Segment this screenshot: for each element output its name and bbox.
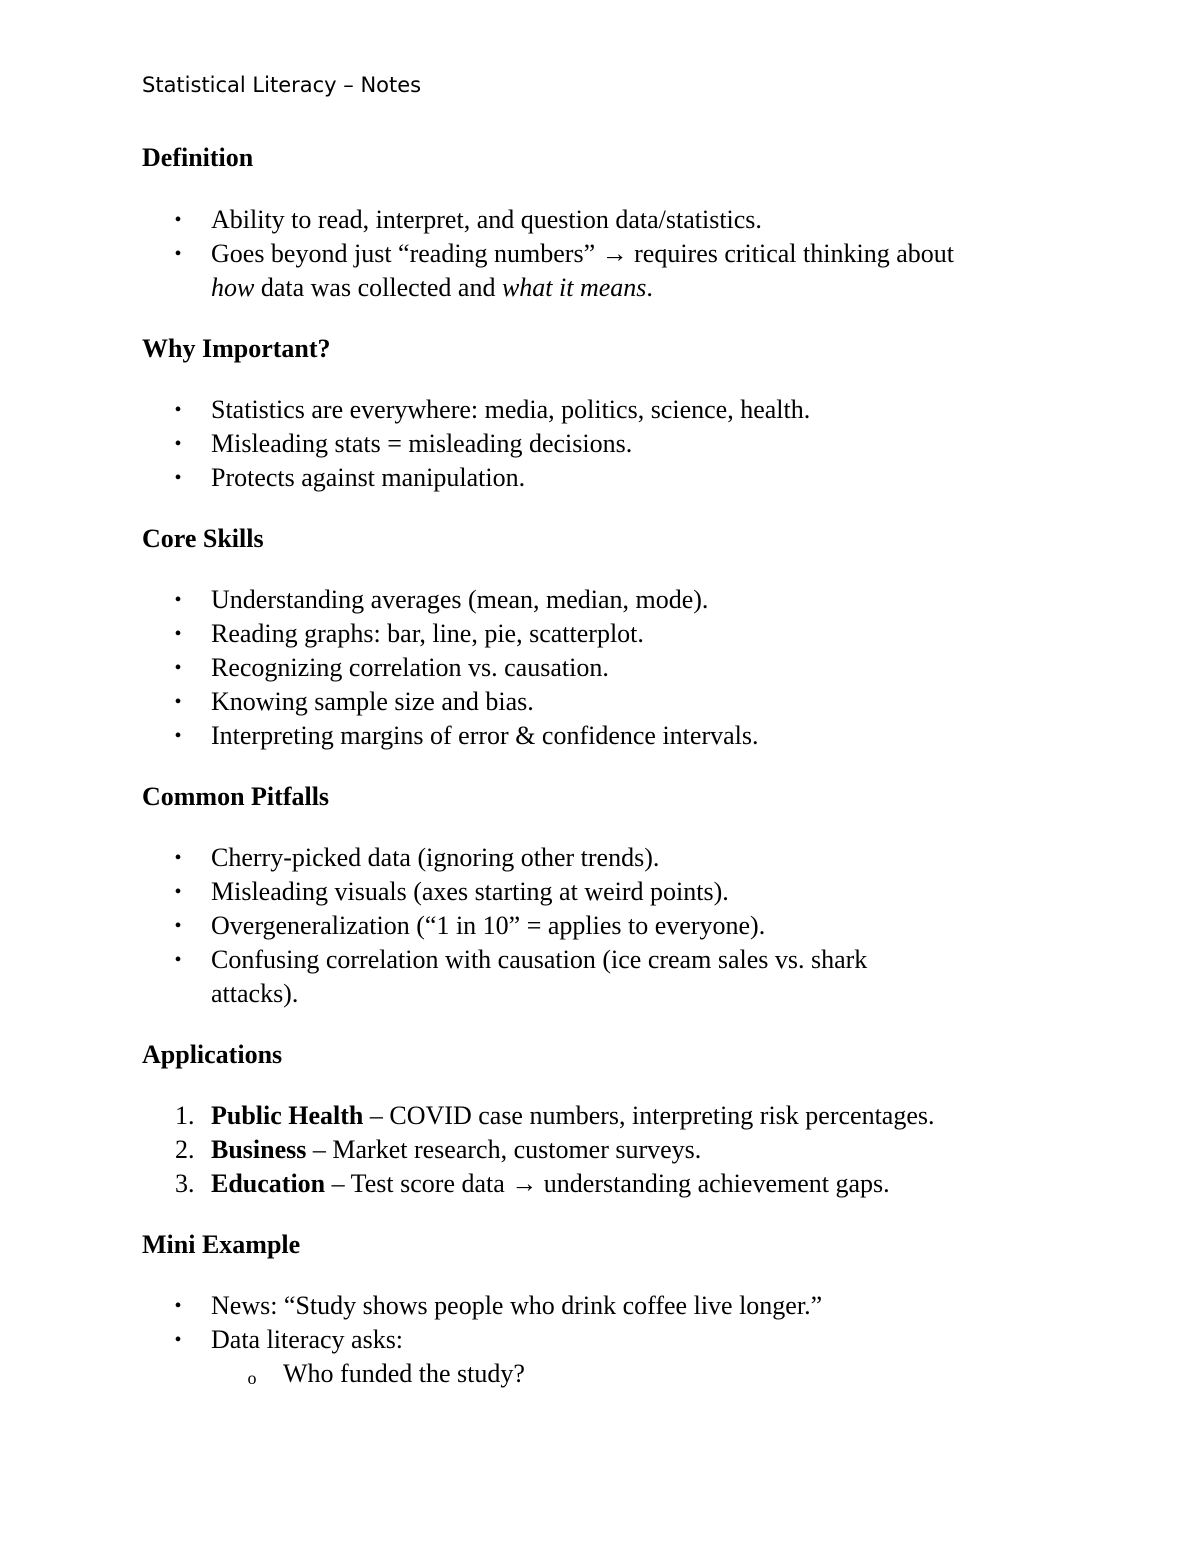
list-number: 3. xyxy=(175,1169,195,1198)
bullet-marker: • xyxy=(174,433,182,455)
heading-applications: Applications xyxy=(142,1040,283,1069)
list-number: 1. xyxy=(175,1101,195,1130)
applications-item-3 xyxy=(211,1167,890,1201)
common-pitfalls-item-4-line-1: Confusing correlation with causation (ice cream sales vs. shark xyxy=(211,945,868,974)
bullet-marker: • xyxy=(174,209,182,231)
bullet-marker: • xyxy=(174,657,182,679)
term-public-health: Public Health xyxy=(211,1101,364,1130)
why-important-item-1: Statistics are everywhere: media, politics, science, health. xyxy=(211,395,811,424)
bullet-marker: • xyxy=(174,399,182,421)
emphasis-what-it-means: what it means xyxy=(501,273,647,302)
core-skills-item-2: Reading graphs: bar, line, pie, scatterplot. xyxy=(211,619,644,648)
applications-item-2-desc: – Market research, customer surveys. xyxy=(306,1135,702,1164)
bullet-marker: • xyxy=(174,847,182,869)
bullet-marker: • xyxy=(174,467,182,489)
bullet-marker: • xyxy=(174,725,182,747)
core-skills-item-5: Interpreting margins of error & confidence intervals. xyxy=(211,721,759,750)
core-skills-item-3: Recognizing correlation vs. causation. xyxy=(211,653,609,682)
why-important-item-3: Protects against manipulation. xyxy=(211,463,526,492)
bullet-marker: • xyxy=(174,589,182,611)
core-skills-item-1: Understanding averages (mean, median, mode). xyxy=(211,585,709,614)
bullet-marker: • xyxy=(174,1329,182,1351)
sub-bullet-marker: o xyxy=(247,1368,257,1388)
applications-item-1 xyxy=(211,1099,935,1133)
common-pitfalls-item-3: Overgeneralization (“1 in 10” = applies to everyone). xyxy=(211,911,766,940)
heading-why-important: Why Important? xyxy=(142,334,331,363)
list-number: 2. xyxy=(175,1135,195,1164)
term-business: Business xyxy=(211,1135,307,1164)
heading-definition: Definition xyxy=(142,143,254,172)
definition-item-2-line-2 xyxy=(211,271,653,305)
applications-item-3-desc: – Test score data → understanding achievement gaps. xyxy=(325,1169,890,1198)
emphasis-how: how xyxy=(211,273,255,302)
core-skills-item-4: Knowing sample size and bias. xyxy=(211,687,534,716)
definition-item-1: Ability to read, interpret, and question data/statistics. xyxy=(211,205,762,234)
document-title: Statistical Literacy – Notes xyxy=(142,73,422,97)
heading-common-pitfalls: Common Pitfalls xyxy=(142,782,330,811)
definition-item-2-end: . xyxy=(646,273,653,302)
bullet-marker: • xyxy=(174,623,182,645)
definition-item-2-line-1: Goes beyond just “reading numbers” → requires critical thinking about xyxy=(211,239,954,268)
mini-example-item-1: News: “Study shows people who drink coffee live longer.” xyxy=(211,1291,823,1320)
applications-item-2 xyxy=(211,1133,701,1167)
bullet-marker: • xyxy=(174,915,182,937)
heading-core-skills: Core Skills xyxy=(142,524,264,553)
common-pitfalls-item-4-line-2: attacks). xyxy=(211,979,299,1008)
mini-example-sub-item-1: Who funded the study? xyxy=(283,1359,525,1388)
bullet-marker: • xyxy=(174,243,182,265)
bullet-marker: • xyxy=(174,949,182,971)
applications-item-1-desc: – COVID case numbers, interpreting risk percentages. xyxy=(363,1101,935,1130)
bullet-marker: • xyxy=(174,691,182,713)
common-pitfalls-item-1: Cherry-picked data (ignoring other trends). xyxy=(211,843,660,872)
bullet-marker: • xyxy=(174,1295,182,1317)
why-important-item-2: Misleading stats = misleading decisions. xyxy=(211,429,633,458)
term-education: Education xyxy=(211,1169,326,1198)
definition-item-2-mid: data was collected and xyxy=(254,273,502,302)
heading-mini-example: Mini Example xyxy=(142,1230,301,1259)
common-pitfalls-item-2: Misleading visuals (axes starting at weird points). xyxy=(211,877,729,906)
bullet-marker: • xyxy=(174,881,182,903)
mini-example-item-2: Data literacy asks: xyxy=(211,1325,404,1354)
